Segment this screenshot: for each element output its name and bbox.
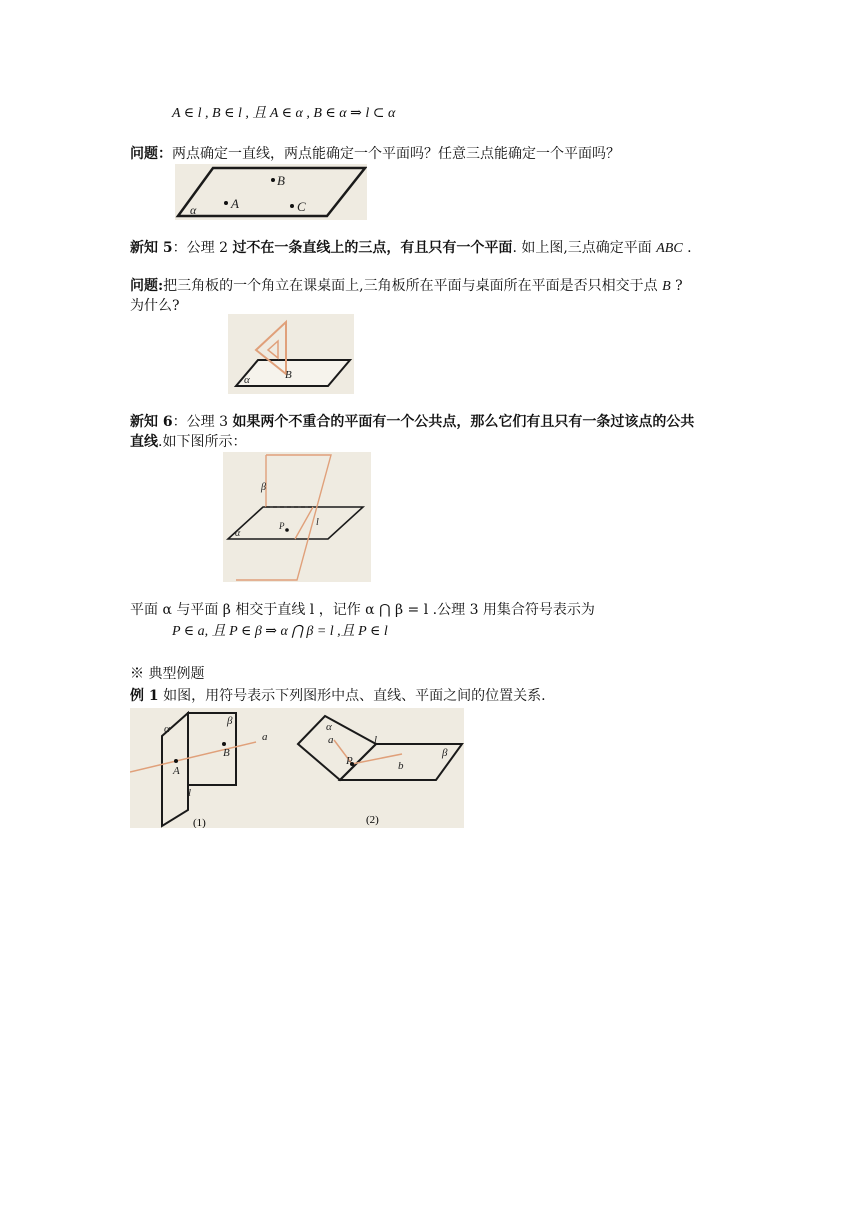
figure-4-sub-1	[130, 713, 268, 828]
question-2-line-2: 为什么?	[130, 298, 180, 314]
example-1-text: 如图，用符号表示下列图形中点、直线、平面之间的位置关系.	[158, 688, 546, 704]
figure-4-1-label-a-line: a	[262, 731, 268, 743]
figure-4-2-label-a: a	[328, 734, 334, 746]
figure-triangle-on-plane	[228, 314, 354, 394]
axiom-3-tail: .如下图所示：	[158, 434, 247, 450]
example-1-label: 例 1	[130, 688, 159, 704]
example-1	[130, 686, 546, 706]
intersection-text: 平面 α 与平面 β 相交于直线 l ，记作 α ⋂ β = l .公理 3 用集合符号表示为	[130, 602, 595, 618]
question-2-qmark: ?	[670, 278, 683, 294]
figure-4-2-label-beta: β	[442, 747, 448, 759]
figure-4-1-caption: (1)	[193, 817, 206, 828]
intersection-formula: P ∈ a, 且 P ∈ β ⇒ α ⋂ β = l ,且 P ∈ l	[172, 624, 388, 639]
axiom-3-statement: 如果两个不重合的平面有一个公共点，那么它们有且只有一条过该点的公共	[232, 414, 695, 430]
figure-4-2-label-b: b	[398, 760, 404, 772]
figure-4-sub-2	[298, 716, 462, 826]
question-2-label: 问题:	[130, 278, 164, 294]
figure-3-label-l: l	[316, 517, 319, 528]
examples-heading: ※ 典型例题	[130, 666, 205, 682]
new-knowledge-6-label: 新知 6	[130, 414, 173, 430]
figure-4-2-label-p: P	[346, 755, 353, 767]
question-1-label: 问题：	[130, 146, 172, 162]
figure-4-2-label-alpha: α	[326, 721, 332, 733]
new-knowledge-5-end: .	[682, 240, 692, 256]
axiom-2-statement: 过不在一条直线上的三点，有且只有一个平面	[232, 240, 513, 256]
formula-membership: A ∈ l , B ∈ l , 且 A ∈ α , B ∈ α ⇒ l ⊂ α	[172, 106, 396, 121]
figure-2-label-b: B	[285, 369, 292, 381]
figure-4-1-label-l: l	[188, 787, 192, 799]
figure-intersecting-planes	[223, 452, 371, 582]
figure-1-label-a: A	[231, 196, 239, 211]
axiom-2-tail: . 如上图,三点确定平面	[512, 240, 657, 256]
figure-2-label-alpha: α	[244, 374, 250, 386]
question-1-text: 两点确定一直线，两点能确定一个平面吗？任意三点能确定一个平面吗？	[172, 146, 620, 162]
figure-3-label-alpha: α	[235, 528, 241, 539]
question-2-text: 把三角板的一个角立在课桌面上,三角板所在平面与桌面所在平面是否只相交于点	[163, 278, 663, 294]
figure-4-1-label-alpha: α	[164, 723, 170, 735]
figure-4-2-label-l: l	[374, 734, 378, 746]
figure-4-2-caption: (2)	[366, 814, 379, 826]
figure-4-1-label-a-point: A	[173, 765, 180, 777]
figure-3-label-p: P	[279, 521, 285, 531]
figure-1-label-c: C	[297, 199, 306, 214]
new-knowledge-6-colon: ：	[172, 414, 187, 430]
figure-1-label-b: B	[277, 173, 285, 188]
new-knowledge-5-label: 新知 5	[130, 240, 173, 256]
axiom-2-label: 公理 2	[186, 240, 233, 256]
question-2-point: B	[662, 279, 671, 294]
figure-3-label-beta: β	[261, 482, 266, 493]
axiom-3-statement-end: 直线	[130, 434, 158, 450]
plane-abc: ABC	[656, 241, 683, 256]
question-2	[130, 276, 683, 297]
figure-1-label-alpha: α	[190, 203, 197, 217]
new-knowledge-6-line-2	[130, 432, 246, 452]
figure-4-1-label-b-point: B	[223, 747, 230, 759]
axiom-3-label: 公理 3	[186, 414, 233, 430]
figure-example-1	[130, 708, 464, 828]
new-knowledge-5	[130, 238, 692, 259]
figure-4-1-label-beta: β	[227, 715, 233, 727]
new-knowledge-5-colon: ：	[172, 240, 187, 256]
new-knowledge-6	[130, 412, 694, 432]
question-1	[130, 144, 620, 164]
figure-three-points	[175, 164, 367, 220]
